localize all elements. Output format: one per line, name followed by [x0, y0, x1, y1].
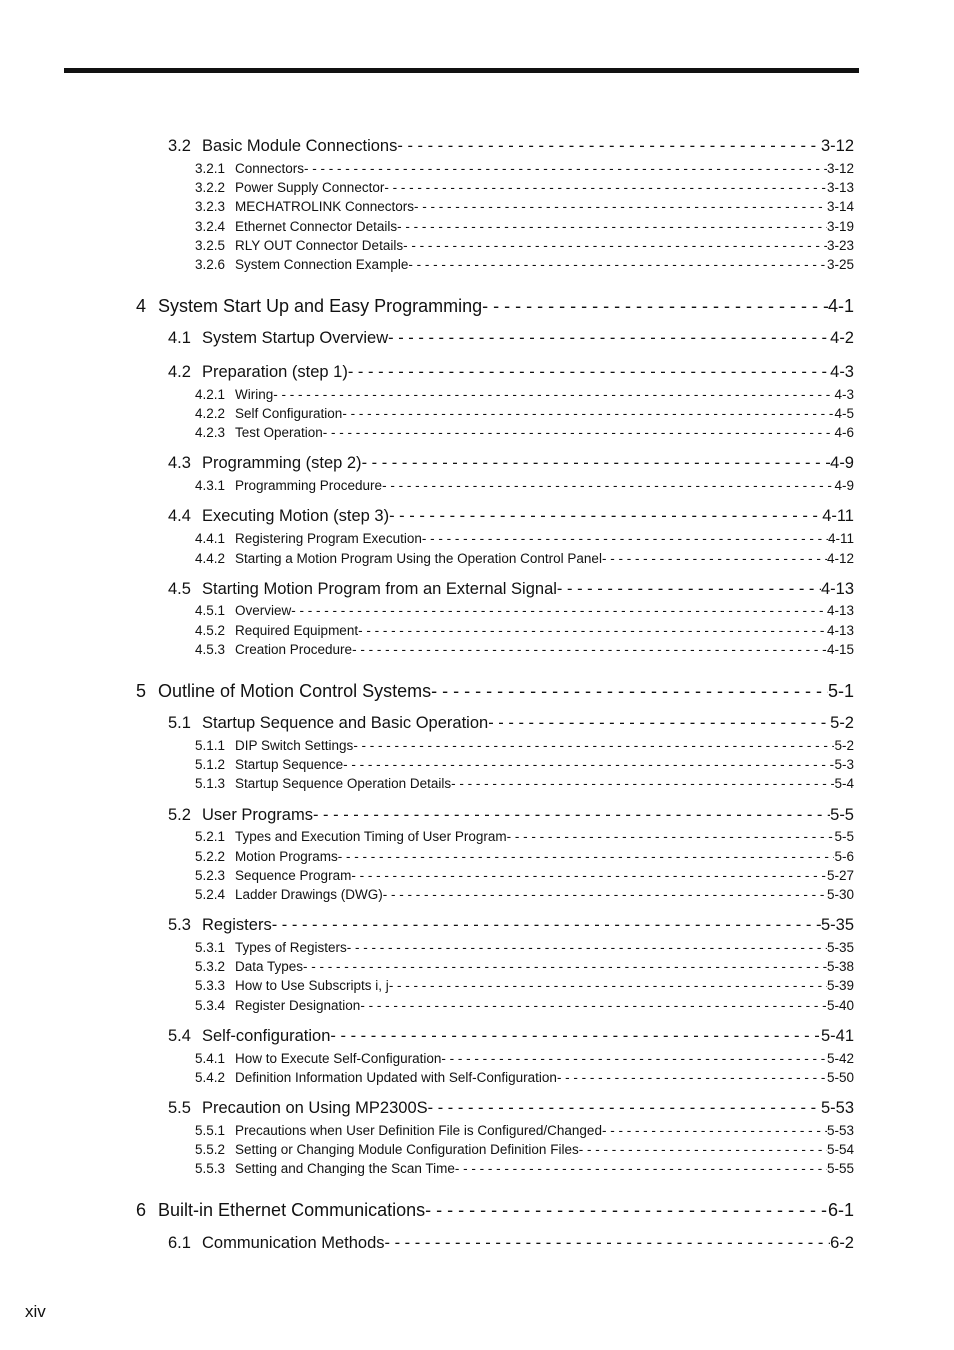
toc-dot-leader — [384, 180, 827, 195]
toc-sub-entry[interactable] — [195, 1051, 854, 1066]
toc-sub-entry[interactable] — [195, 776, 854, 791]
toc-sub-entry[interactable] — [195, 978, 854, 993]
toc-entry-page: 5-2 — [830, 714, 854, 732]
toc-entry-title: Built-in Ethernet Communications — [158, 1200, 426, 1220]
toc-entry-number: 5.2.4 — [195, 887, 226, 902]
toc-entry-title: Test Operation — [235, 425, 323, 440]
toc-entry-page: 4-13 — [826, 603, 854, 618]
toc-entry-page: 5-6 — [834, 849, 854, 864]
toc-entry-title: Ethernet Connector Details — [235, 219, 398, 234]
toc-entry-number: 5.3.1 — [195, 940, 226, 955]
toc-sub-entry[interactable] — [195, 219, 854, 234]
toc-entry-title: Basic Module Connections — [202, 137, 398, 155]
toc-entry-number: 4.5.1 — [195, 603, 226, 618]
toc-sub-entry[interactable] — [195, 1161, 854, 1176]
toc-entry-page: 5-2 — [834, 738, 854, 753]
toc-entry-number: 5.3 — [168, 916, 191, 934]
toc-dot-leader — [323, 425, 835, 440]
toc-entry-title: Connectors — [235, 161, 305, 176]
toc-entry-page: 6-1 — [827, 1200, 854, 1220]
toc-entry-number: 4.5 — [168, 580, 191, 598]
toc-entry-page: 4-13 — [820, 580, 854, 598]
toc-entry-title: Self-configuration — [202, 1027, 331, 1045]
toc-entry-page: 4-11 — [827, 531, 854, 546]
toc-sub-entry[interactable] — [195, 959, 854, 974]
toc-entry-title: Setting or Changing Module Configuration Definition Files — [235, 1142, 579, 1157]
toc-entry-number: 5.1.1 — [195, 738, 226, 753]
toc-entry-number: 4.2.1 — [195, 387, 226, 402]
toc-entry-number: 5.2.1 — [195, 829, 226, 844]
toc-entry-title: Outline of Motion Control Systems — [158, 681, 432, 701]
toc-entry-page: 5-4 — [834, 776, 854, 791]
toc-entry-number: 4.3 — [168, 454, 191, 472]
toc-entry-title: DIP Switch Settings — [235, 738, 354, 753]
toc-dot-leader — [358, 623, 827, 638]
toc-chapter-entry[interactable] — [136, 1200, 854, 1221]
toc-dot-leader — [403, 238, 827, 253]
toc-entry-title: Registers — [202, 916, 272, 934]
toc-sub-entry[interactable] — [195, 387, 854, 402]
toc-entry-number: 3.2 — [168, 137, 191, 155]
toc-entry-title: Creation Procedure — [235, 642, 353, 657]
toc-entry-title: System Startup Overview — [202, 329, 389, 347]
toc-dot-leader — [362, 454, 831, 473]
toc-entry-page: 3-25 — [826, 257, 854, 272]
toc-sub-entry[interactable] — [195, 478, 854, 493]
toc-entry-page: 4-9 — [830, 454, 854, 472]
toc-sub-entry[interactable] — [195, 180, 854, 195]
toc-entry-page: 3-12 — [820, 137, 854, 155]
toc-entry-title: Motion Programs — [235, 849, 338, 864]
toc-sub-entry[interactable] — [195, 199, 854, 214]
toc-entry-number: 4.2.2 — [195, 406, 226, 421]
toc-entry-number: 5.1 — [168, 714, 191, 732]
toc-section-entry[interactable] — [168, 916, 854, 935]
toc-dot-leader — [383, 887, 827, 902]
toc-dot-leader — [602, 551, 827, 566]
toc-dot-leader — [602, 1123, 827, 1138]
toc-entry-number: 4.4.2 — [195, 551, 226, 566]
toc-entry-page: 4-1 — [827, 296, 854, 316]
toc-entry-page: 5-50 — [826, 1070, 854, 1085]
toc-entry-number: 5.2 — [168, 806, 191, 824]
toc-dot-leader — [347, 940, 827, 955]
toc-entry-page: 5-5 — [830, 806, 854, 824]
toc-section-entry[interactable] — [168, 1027, 854, 1046]
toc-sub-entry[interactable] — [195, 998, 854, 1013]
toc-entry-title: Programming Procedure — [235, 478, 383, 493]
toc-dot-leader — [422, 531, 828, 546]
toc-entry-number: 4.3.1 — [195, 478, 226, 493]
toc-entry-page: 4-15 — [826, 642, 854, 657]
toc-dot-leader — [342, 406, 834, 421]
toc-entry-number: 5.5.3 — [195, 1161, 226, 1176]
toc-dot-leader — [303, 959, 827, 974]
toc-entry-number: 5.3.2 — [195, 959, 226, 974]
toc-entry-number: 5.4.1 — [195, 1051, 226, 1066]
toc-dot-leader — [397, 219, 827, 234]
toc-dot-leader — [389, 507, 822, 526]
toc-dot-leader — [272, 916, 821, 935]
toc-entry-number: 6.1 — [168, 1234, 191, 1252]
toc-dot-leader — [557, 1070, 827, 1085]
toc-entry-title: Power Supply Connector — [235, 180, 385, 195]
toc-section-entry[interactable] — [168, 329, 854, 348]
toc-entry-page: 4-12 — [826, 551, 854, 566]
toc-dot-leader — [425, 1200, 828, 1221]
toc-entry-title: Communication Methods — [202, 1234, 385, 1252]
toc-sub-entry[interactable] — [195, 425, 854, 440]
toc-dot-leader — [385, 1234, 831, 1253]
toc-dot-leader — [488, 714, 830, 733]
toc-entry-title: Startup Sequence and Basic Operation — [202, 714, 489, 732]
toc-sub-entry[interactable] — [195, 257, 854, 272]
toc-entry-title: Overview — [235, 603, 292, 618]
toc-dot-leader — [557, 580, 821, 599]
toc-entry-title: Types and Execution Timing of User Program — [235, 829, 507, 844]
toc-dot-leader — [338, 849, 835, 864]
toc-entry-page: 4-9 — [834, 478, 854, 493]
toc-sub-entry[interactable] — [195, 1142, 854, 1157]
toc-entry-number: 3.2.5 — [195, 238, 226, 253]
toc-entry-number: 4.2.3 — [195, 425, 226, 440]
toc-section-entry[interactable] — [168, 454, 854, 473]
toc-entry-page: 6-2 — [830, 1234, 854, 1252]
toc-entry-number: 6 — [136, 1200, 147, 1220]
toc-entry-page: 3-13 — [826, 180, 854, 195]
toc-entry-number: 5.5.2 — [195, 1142, 226, 1157]
toc-entry-page: 3-19 — [826, 219, 854, 234]
toc-entry-title: Starting a Motion Program Using the Operation Control Panel — [235, 551, 602, 566]
toc-section-entry[interactable] — [168, 806, 854, 825]
toc-dot-leader — [351, 868, 827, 883]
toc-entry-page: 5-1 — [827, 681, 854, 701]
toc-dot-leader — [348, 363, 830, 382]
toc-entry-number: 3.2.4 — [195, 219, 226, 234]
toc-section-entry[interactable] — [168, 363, 854, 382]
toc-entry-number: 3.2.6 — [195, 257, 226, 272]
toc-sub-entry[interactable] — [195, 1070, 854, 1085]
toc-entry-page: 4-3 — [834, 387, 854, 402]
toc-sub-entry[interactable] — [195, 940, 854, 955]
toc-dot-leader — [431, 681, 828, 702]
toc-dot-leader — [482, 296, 828, 317]
toc-sub-entry[interactable] — [195, 829, 854, 844]
toc-sub-entry[interactable] — [195, 603, 854, 618]
toc-entry-page: 5-41 — [820, 1027, 854, 1045]
toc-entry-number: 5.5.1 — [195, 1123, 226, 1138]
toc-dot-leader — [388, 329, 830, 348]
toc-section-entry[interactable] — [168, 1234, 854, 1253]
toc-entry-number: 5.2.2 — [195, 849, 226, 864]
toc-entry-page: 5-40 — [826, 998, 854, 1013]
toc-entry-number: 5.4 — [168, 1027, 191, 1045]
toc-entry-title: Registering Program Execution — [235, 531, 422, 546]
toc-dot-leader — [397, 137, 821, 156]
toc-entry-page: 5-5 — [834, 829, 854, 844]
toc-section-entry[interactable] — [168, 580, 854, 599]
toc-dot-leader — [313, 806, 830, 825]
toc-sub-entry[interactable] — [195, 161, 854, 176]
toc-entry-title: Programming (step 2) — [202, 454, 362, 472]
toc-entry-page: 5-53 — [820, 1099, 854, 1117]
toc-sub-entry[interactable] — [195, 849, 854, 864]
toc-entry-title: MECHATROLINK Connectors — [235, 199, 415, 214]
toc-section-entry[interactable] — [168, 137, 854, 156]
toc-entry-page: 5-53 — [826, 1123, 854, 1138]
toc-entry-number: 5 — [136, 681, 147, 701]
toc-entry-title: How to Use Subscripts i, j — [235, 978, 389, 993]
toc-entry-page: 5-35 — [820, 916, 854, 934]
toc-sub-entry[interactable] — [195, 757, 854, 772]
toc-entry-number: 5.2.3 — [195, 868, 226, 883]
toc-sub-entry[interactable] — [195, 623, 854, 638]
toc-entry-title: Ladder Drawings (DWG) — [235, 887, 383, 902]
toc-entry-number: 3.2.2 — [195, 180, 226, 195]
toc-entry-title: Register Designation — [235, 998, 361, 1013]
toc-entry-title: RLY OUT Connector Details — [235, 238, 404, 253]
toc-dot-leader — [291, 603, 827, 618]
toc-dot-leader — [389, 978, 827, 993]
toc-entry-title: Setting and Changing the Scan Time — [235, 1161, 455, 1176]
toc-entry-page: 5-42 — [826, 1051, 854, 1066]
toc-entry-page: 5-39 — [826, 978, 854, 993]
toc-dot-leader — [451, 776, 834, 791]
toc-chapter-entry[interactable] — [136, 681, 854, 702]
toc-sub-entry[interactable] — [195, 738, 854, 753]
toc-dot-leader — [455, 1161, 827, 1176]
toc-sub-entry[interactable] — [195, 868, 854, 883]
toc-entry-page: 3-12 — [826, 161, 854, 176]
toc-entry-title: Self Configuration — [235, 406, 343, 421]
toc-entry-page: 5-30 — [826, 887, 854, 902]
toc-entry-number: 4.5.2 — [195, 623, 226, 638]
toc-entry-page: 5-27 — [826, 868, 854, 883]
toc-entry-title: Starting Motion Program from an External Signal — [202, 580, 557, 598]
toc-entry-number: 5.3.4 — [195, 998, 226, 1013]
toc-entry-page: 4-2 — [830, 329, 854, 347]
toc-sub-entry[interactable] — [195, 406, 854, 421]
toc-entry-page: 4-5 — [834, 406, 854, 421]
toc-dot-leader — [507, 829, 835, 844]
toc-entry-title: Precaution on Using MP2300S — [202, 1099, 428, 1117]
toc-entry-number: 4.4.1 — [195, 531, 226, 546]
toc-entry-number: 4.4 — [168, 507, 191, 525]
toc-entry-number: 4 — [136, 296, 147, 316]
toc-section-entry[interactable] — [168, 1099, 854, 1118]
toc-dot-leader — [304, 161, 827, 176]
page-number: xiv — [25, 1302, 46, 1321]
toc-entry-number: 3.2.3 — [195, 199, 226, 214]
toc-entry-title: System Start Up and Easy Programming — [158, 296, 483, 316]
toc-entry-number: 5.4.2 — [195, 1070, 226, 1085]
toc-entry-title: Preparation (step 1) — [202, 363, 348, 381]
toc-entry-page: 5-3 — [834, 757, 854, 772]
toc-chapter-entry[interactable] — [136, 296, 854, 317]
toc-dot-leader — [330, 1027, 821, 1046]
toc-sub-entry[interactable] — [195, 1123, 854, 1138]
toc-sub-entry[interactable] — [195, 887, 854, 902]
toc-section-entry[interactable] — [168, 714, 854, 733]
toc-entry-number: 3.2.1 — [195, 161, 226, 176]
toc-entry-number: 4.1 — [168, 329, 191, 347]
toc-sub-entry[interactable] — [195, 642, 854, 657]
toc-dot-leader — [441, 1051, 827, 1066]
toc-entry-number: 5.1.3 — [195, 776, 226, 791]
toc-dot-leader — [408, 257, 827, 272]
toc-dot-leader — [428, 1099, 821, 1118]
toc-entry-number: 5.5 — [168, 1099, 191, 1117]
toc-dot-leader — [579, 1142, 827, 1157]
toc-entry-title: Startup Sequence Operation Details — [235, 776, 452, 791]
toc-dot-leader — [352, 642, 827, 657]
toc-dot-leader — [382, 478, 834, 493]
toc-entry-title: User Programs — [202, 806, 313, 824]
toc-entry-title: Executing Motion (step 3) — [202, 507, 390, 525]
toc-entry-page: 5-54 — [826, 1142, 854, 1157]
toc-entry-page: 5-38 — [826, 959, 854, 974]
toc-entry-page: 3-23 — [826, 238, 854, 253]
toc-entry-title: Precautions when User Definition File is Configured/Changed — [235, 1123, 602, 1138]
toc-dot-leader — [353, 738, 834, 753]
toc-entry-page: 4-3 — [830, 363, 854, 381]
toc-entry-page: 5-55 — [826, 1161, 854, 1176]
toc-entry-page: 4-11 — [822, 507, 854, 525]
toc-entry-title: Types of Registers — [235, 940, 347, 955]
toc-dot-leader — [343, 757, 834, 772]
toc-dot-leader — [360, 998, 827, 1013]
toc-entry-number: 4.5.3 — [195, 642, 226, 657]
toc-entry-number: 5.1.2 — [195, 757, 226, 772]
toc-entry-page: 5-35 — [826, 940, 854, 955]
toc-entry-number: 5.3.3 — [195, 978, 226, 993]
toc-sub-entry[interactable] — [195, 551, 854, 566]
toc-sub-entry[interactable] — [195, 531, 854, 546]
toc-dot-leader — [273, 387, 834, 402]
toc-entry-page: 4-13 — [826, 623, 854, 638]
toc-entry-title: Startup Sequence — [235, 757, 344, 772]
toc-dot-leader — [414, 199, 827, 214]
toc-entry-title: Data Types — [235, 959, 304, 974]
toc-entry-title: Definition Information Updated with Self-Configuration — [235, 1070, 557, 1085]
toc-entry-title: How to Execute Self-Configuration — [235, 1051, 442, 1066]
toc-sub-entry[interactable] — [195, 238, 854, 253]
toc-entry-page: 4-6 — [834, 425, 854, 440]
toc-entry-page: 3-14 — [826, 199, 854, 214]
toc-entry-number: 4.2 — [168, 363, 191, 381]
toc-entry-title: Sequence Program — [235, 868, 352, 883]
toc-entry-title: System Connection Example — [235, 257, 409, 272]
toc-section-entry[interactable] — [168, 507, 854, 526]
toc-entry-title: Required Equipment — [235, 623, 359, 638]
toc-entry-title: Wiring — [235, 387, 274, 402]
